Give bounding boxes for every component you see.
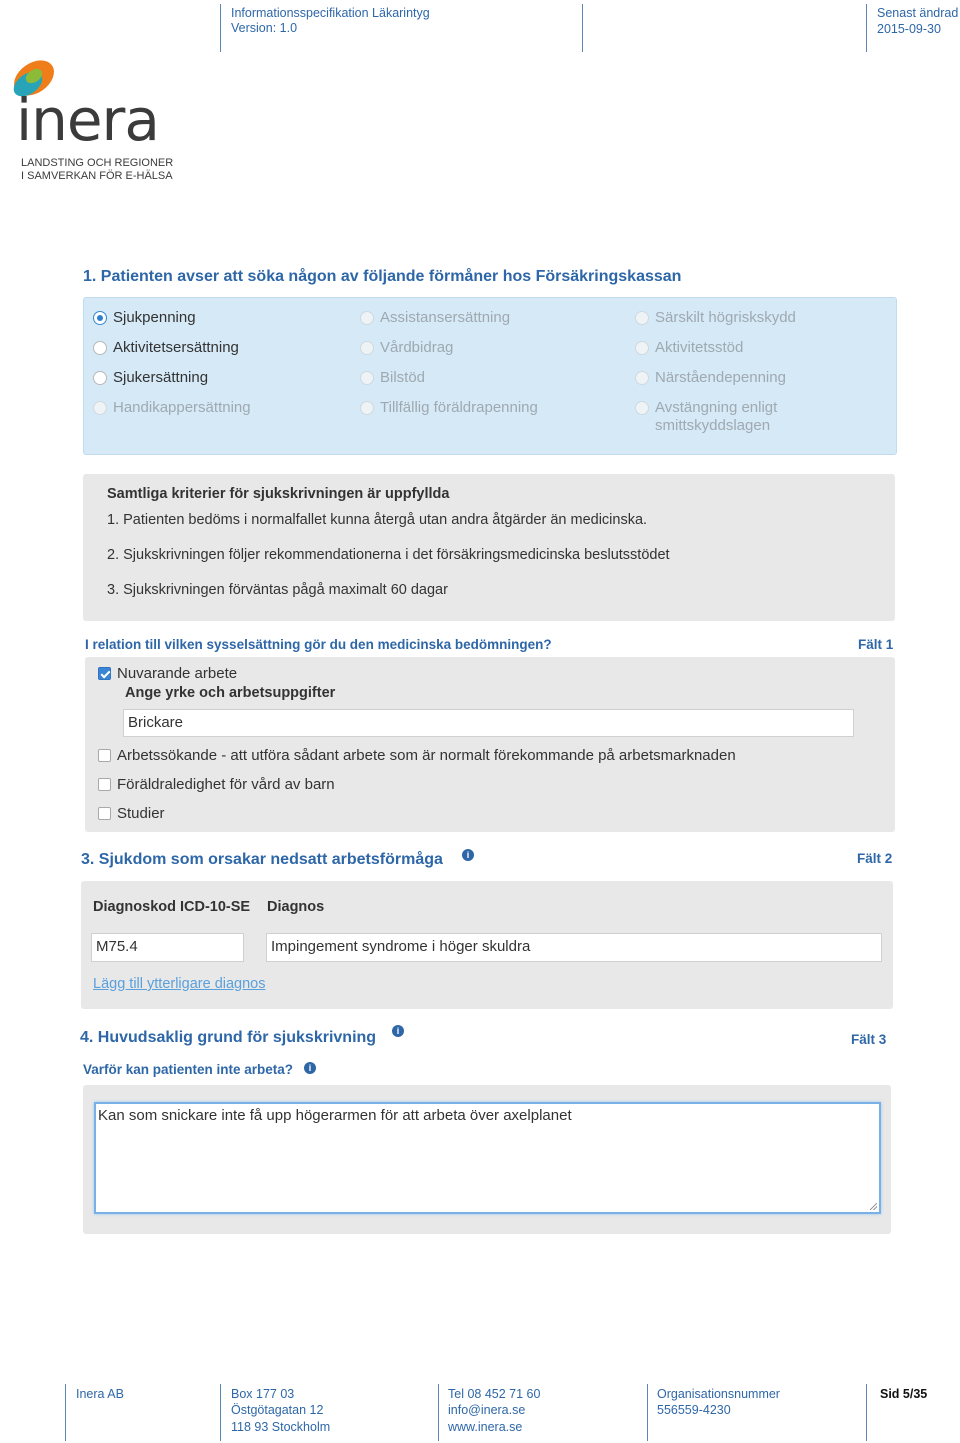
- radio-button[interactable]: [635, 401, 649, 415]
- occupation-panel: [85, 657, 895, 832]
- document-version: Version: 1.0: [231, 21, 298, 35]
- criteria-item: 2. Sjukskrivningen följer rekommendationerna i det försäkringsmedicinska beslutsstödet: [107, 547, 670, 563]
- info-icon[interactable]: i: [392, 1025, 404, 1037]
- radio-button[interactable]: [360, 371, 374, 385]
- radio-vardbidrag[interactable]: Vårdbidrag: [360, 339, 453, 356]
- radio-bilstod[interactable]: Bilstöd: [360, 369, 425, 386]
- footer-phone: Tel 08 452 71 60: [448, 1387, 541, 1401]
- info-icon[interactable]: i: [304, 1062, 316, 1074]
- checkbox-arbetssokande[interactable]: Arbetssökande - att utföra sådant arbete som är normalt förekommande på arbetsmarknaden: [98, 747, 736, 764]
- footer-address: Östgötagatan 12: [231, 1403, 324, 1417]
- footer-address: 118 93 Stockholm: [231, 1420, 331, 1434]
- work-inability-text: Kan som snickare inte få upp högerarmen för att arbeta över axelplanet: [98, 1107, 572, 1124]
- section-3-title: 3. Sjukdom som orsakar nedsatt arbetsförmåga: [81, 851, 443, 868]
- checkbox-foraldraledighet[interactable]: Föräldraledighet för vård av barn: [98, 776, 335, 793]
- footer-divider: [65, 1384, 66, 1441]
- footer-divider: [438, 1384, 439, 1441]
- header-divider: [220, 4, 221, 52]
- footer-org-number: 556559-4230: [657, 1403, 731, 1417]
- radio-button[interactable]: [93, 311, 107, 325]
- work-inability-question: Varför kan patienten inte arbeta?: [83, 1062, 294, 1077]
- radio-button[interactable]: [635, 371, 649, 385]
- radio-sjukersattning[interactable]: Sjukersättning: [93, 369, 208, 386]
- diagnosis-code-input[interactable]: M75.4: [91, 933, 244, 962]
- checkbox[interactable]: [98, 778, 111, 791]
- work-inability-textarea[interactable]: [94, 1102, 881, 1214]
- radio-button[interactable]: [360, 311, 374, 325]
- radio-button[interactable]: [635, 311, 649, 325]
- job-description-label: Ange yrke och arbetsuppgifter: [125, 685, 336, 701]
- last-changed-date: 2015-09-30: [877, 22, 941, 36]
- field-label-1: Fält 1: [858, 637, 894, 652]
- footer-email: info@inera.se: [448, 1403, 526, 1417]
- checkbox[interactable]: [98, 749, 111, 762]
- logo-tagline: LANDSTING OCH REGIONER: [21, 157, 174, 169]
- inera-logo: [4, 54, 174, 186]
- logo-wordmark: inera: [16, 86, 159, 154]
- radio-button[interactable]: [93, 371, 107, 385]
- radio-tillfallig-foraldrapenning[interactable]: Tillfällig föräldrapenning: [360, 399, 538, 416]
- document-title: Informationsspecifikation Läkarintyg: [231, 6, 430, 20]
- add-diagnosis-link[interactable]: Lägg till ytterligare diagnos: [93, 976, 266, 992]
- footer-web: www.inera.se: [448, 1420, 523, 1434]
- radio-button[interactable]: [93, 401, 107, 415]
- footer-company: Inera AB: [76, 1387, 124, 1401]
- last-changed-label: Senast ändrad: [877, 6, 959, 20]
- diagnosis-input[interactable]: Impingement syndrome i höger skuldra: [266, 933, 882, 962]
- footer-org-label: Organisationsnummer: [657, 1387, 780, 1401]
- section-1-title: 1. Patienten avser att söka någon av följande förmåner hos Försäkringskassan: [83, 268, 682, 285]
- radio-sarskilt-hogriskskydd[interactable]: Särskilt högriskskydd: [635, 309, 796, 326]
- radio-button[interactable]: [93, 341, 107, 355]
- checkbox[interactable]: [98, 667, 111, 680]
- checkbox-studier[interactable]: Studier: [98, 805, 165, 822]
- radio-narstaendepenning[interactable]: Närståendepenning: [635, 369, 786, 386]
- radio-avstangning-smittskyddslagen[interactable]: Avstängning enligt smittskyddslagen: [635, 399, 777, 434]
- criteria-item: 1. Patienten bedöms i normalfallet kunna återgå utan andra åtgärder än medicinska.: [107, 512, 648, 528]
- occupation-question: I relation till vilken sysselsättning gör du den medicinska bedömningen?: [85, 637, 552, 652]
- footer-divider: [220, 1384, 221, 1441]
- page-number: Sid 5/35: [880, 1387, 928, 1401]
- radio-sjukpenning[interactable]: Sjukpenning: [93, 309, 196, 326]
- radio-handikappersattning[interactable]: Handikappersättning: [93, 399, 251, 416]
- header-divider: [866, 4, 867, 52]
- diagnosis-header: Diagnos: [267, 899, 325, 915]
- info-icon[interactable]: i: [462, 849, 474, 861]
- checkbox[interactable]: [98, 807, 111, 820]
- diagnosis-code-header: Diagnoskod ICD-10-SE: [93, 899, 251, 915]
- radio-button[interactable]: [360, 401, 374, 415]
- footer-address: Box 177 03: [231, 1387, 295, 1401]
- section-4-title: 4. Huvudsaklig grund för sjukskrivning: [80, 1029, 377, 1046]
- field-label-3: Fält 3: [851, 1032, 887, 1047]
- radio-aktivitetsersattning[interactable]: Aktivitetsersättning: [93, 339, 239, 356]
- logo-tagline: I SAMVERKAN FÖR E-HÄLSA: [21, 170, 173, 182]
- job-description-input[interactable]: Brickare: [123, 709, 854, 737]
- radio-button[interactable]: [635, 341, 649, 355]
- resize-grip-icon[interactable]: [870, 1203, 877, 1210]
- checkbox-nuvarande-arbete[interactable]: Nuvarande arbete: [98, 665, 237, 682]
- radio-assistansersattning[interactable]: Assistansersättning: [360, 309, 510, 326]
- field-label-2: Fält 2: [857, 851, 893, 866]
- radio-button[interactable]: [360, 341, 374, 355]
- footer-divider: [647, 1384, 648, 1441]
- criteria-heading: Samtliga kriterier för sjukskrivningen är uppfyllda: [107, 486, 450, 502]
- criteria-item: 3. Sjukskrivningen förväntas pågå maximalt 60 dagar: [107, 582, 448, 598]
- footer-divider: [866, 1384, 867, 1441]
- radio-aktivitetsstod[interactable]: Aktivitetsstöd: [635, 339, 743, 356]
- header-divider: [582, 4, 583, 52]
